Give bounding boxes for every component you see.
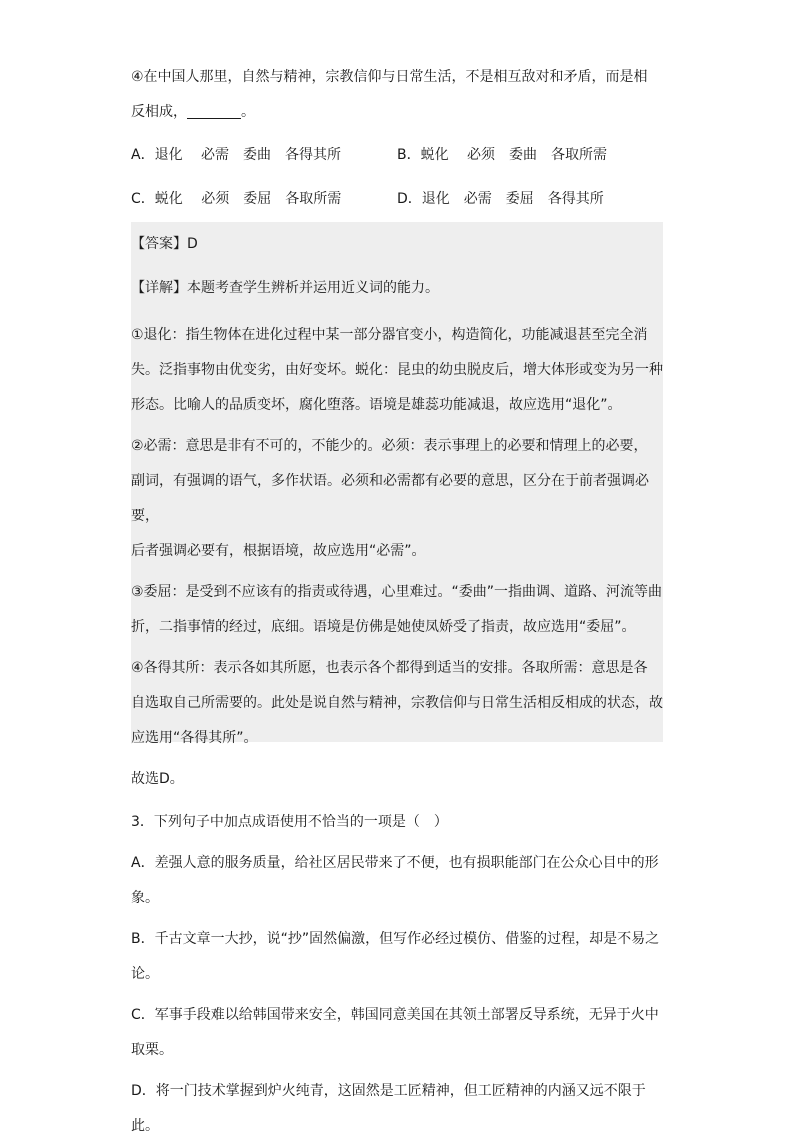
detail-intro: 【详解】本题考查学生辨析并运用近义词的能力。 — [131, 280, 439, 296]
option-c: C．蜕化 必须 委屈 各取所需 — [131, 191, 342, 207]
answer-conclusion: 故选D。 — [131, 771, 184, 787]
line2-prefix: 反相成， — [131, 104, 187, 120]
document-page — [131, 0, 663, 1144]
q3-a-line1: A．差强人意的服务质量，给社区居民带来了不便，也有损职能部门在公众心目中的形 — [131, 855, 659, 871]
detail-paragraph-1 — [131, 318, 663, 423]
detail-p3-line1: ③委屈：是受到不应该有的指责或待遇，心里难过。“委曲”一指曲调、道路、河流等曲 — [131, 584, 663, 600]
detail-p4-line1: ④各得其所：表示各如其所愿，也表示各个都得到适当的安排。各取所需：意思是各 — [131, 660, 648, 676]
option-b: B．蜕化 必须 委曲 各取所需 — [397, 147, 608, 163]
detail-p4-line3: 应选用“各得其所”。 — [131, 730, 258, 746]
detail-p1-line3: 形态。比喻人的品质变坏，腐化堕落。语境是雄蕊功能减退，故应选用“退化”。 — [131, 397, 622, 413]
detail-p2-line1: ②必需：意思是非有不可的，不能少的。必须：表示事理上的必要和情理上的必要， — [131, 438, 648, 454]
question-3 — [131, 805, 663, 1144]
question-3-option-d — [131, 1074, 663, 1144]
detail-paragraph-2 — [131, 429, 663, 569]
q3-c-line1: C．军事手段难以给韩国带来安全，韩国同意美国在其领土部署反导系统，无异于火中 — [131, 1007, 659, 1023]
question-item-4-line1: ④在中国人那里，自然与精神，宗教信仰与日常生活，不是相互敌对和矛盾，而是相 — [131, 69, 648, 85]
q3-c-line2: 取栗。 — [131, 1042, 173, 1058]
detail-p1-line2: 失。泛指事物由优变劣，由好变坏。蜕化：昆虫的幼虫脱皮后，增大体形或变为另一种 — [131, 362, 663, 378]
fill-blank — [187, 104, 241, 119]
answer-label: 【答案】D — [131, 236, 198, 252]
detail-p3-line2: 折，二指事情的经过，底细。语境是仿佛是她使凤娇受了指责，故应选用“委屈”。 — [131, 619, 636, 635]
q3-a-line2: 象。 — [131, 890, 159, 906]
option-a: A．退化 必需 委曲 各得其所 — [131, 147, 342, 163]
question-3-stem: 3．下列句子中加点成语使用不恰当的一项是（ ） — [131, 814, 448, 830]
question-3-option-b — [131, 922, 663, 992]
question-item-4-line2 — [131, 95, 663, 130]
detail-p2-line3: 后者强调必要有，根据语境，故应选用“必需”。 — [131, 543, 426, 559]
line2-suffix: 。 — [241, 104, 255, 120]
question-3-option-a — [131, 846, 663, 916]
q3-b-line2: 论。 — [131, 966, 159, 982]
option-d: D．退化 必需 委屈 各得其所 — [397, 191, 604, 207]
options-row-ab — [131, 132, 663, 176]
options-row-cd — [131, 176, 663, 220]
detail-p4-line2: 自选取自己所需要的。此处是说自然与精神，宗教信仰与日常生活相反相成的状态，故 — [131, 695, 663, 711]
q3-d-line1: D．将一门技术掌握到炉火纯青，这固然是工匠精神，但工匠精神的内涵又远不限于此。 — [131, 1083, 646, 1134]
detail-paragraph-3 — [131, 575, 663, 645]
question-3-option-c — [131, 998, 663, 1068]
answer-section — [131, 224, 663, 797]
q3-b-line1: B．千古文章一大抄，说“抄”固然偏激，但写作必经过模仿、借鉴的过程，却是不易之 — [131, 931, 660, 947]
detail-p1-line1: ①退化：指生物体在进化过程中某一部分器官变小，构造简化，功能减退甚至完全消 — [131, 327, 648, 343]
detail-paragraph-4 — [131, 651, 663, 756]
detail-p2-line2: 副词，有强调的语气，多作状语。必须和必需都有必要的意思，区分在于前者强调必要， — [131, 473, 649, 524]
